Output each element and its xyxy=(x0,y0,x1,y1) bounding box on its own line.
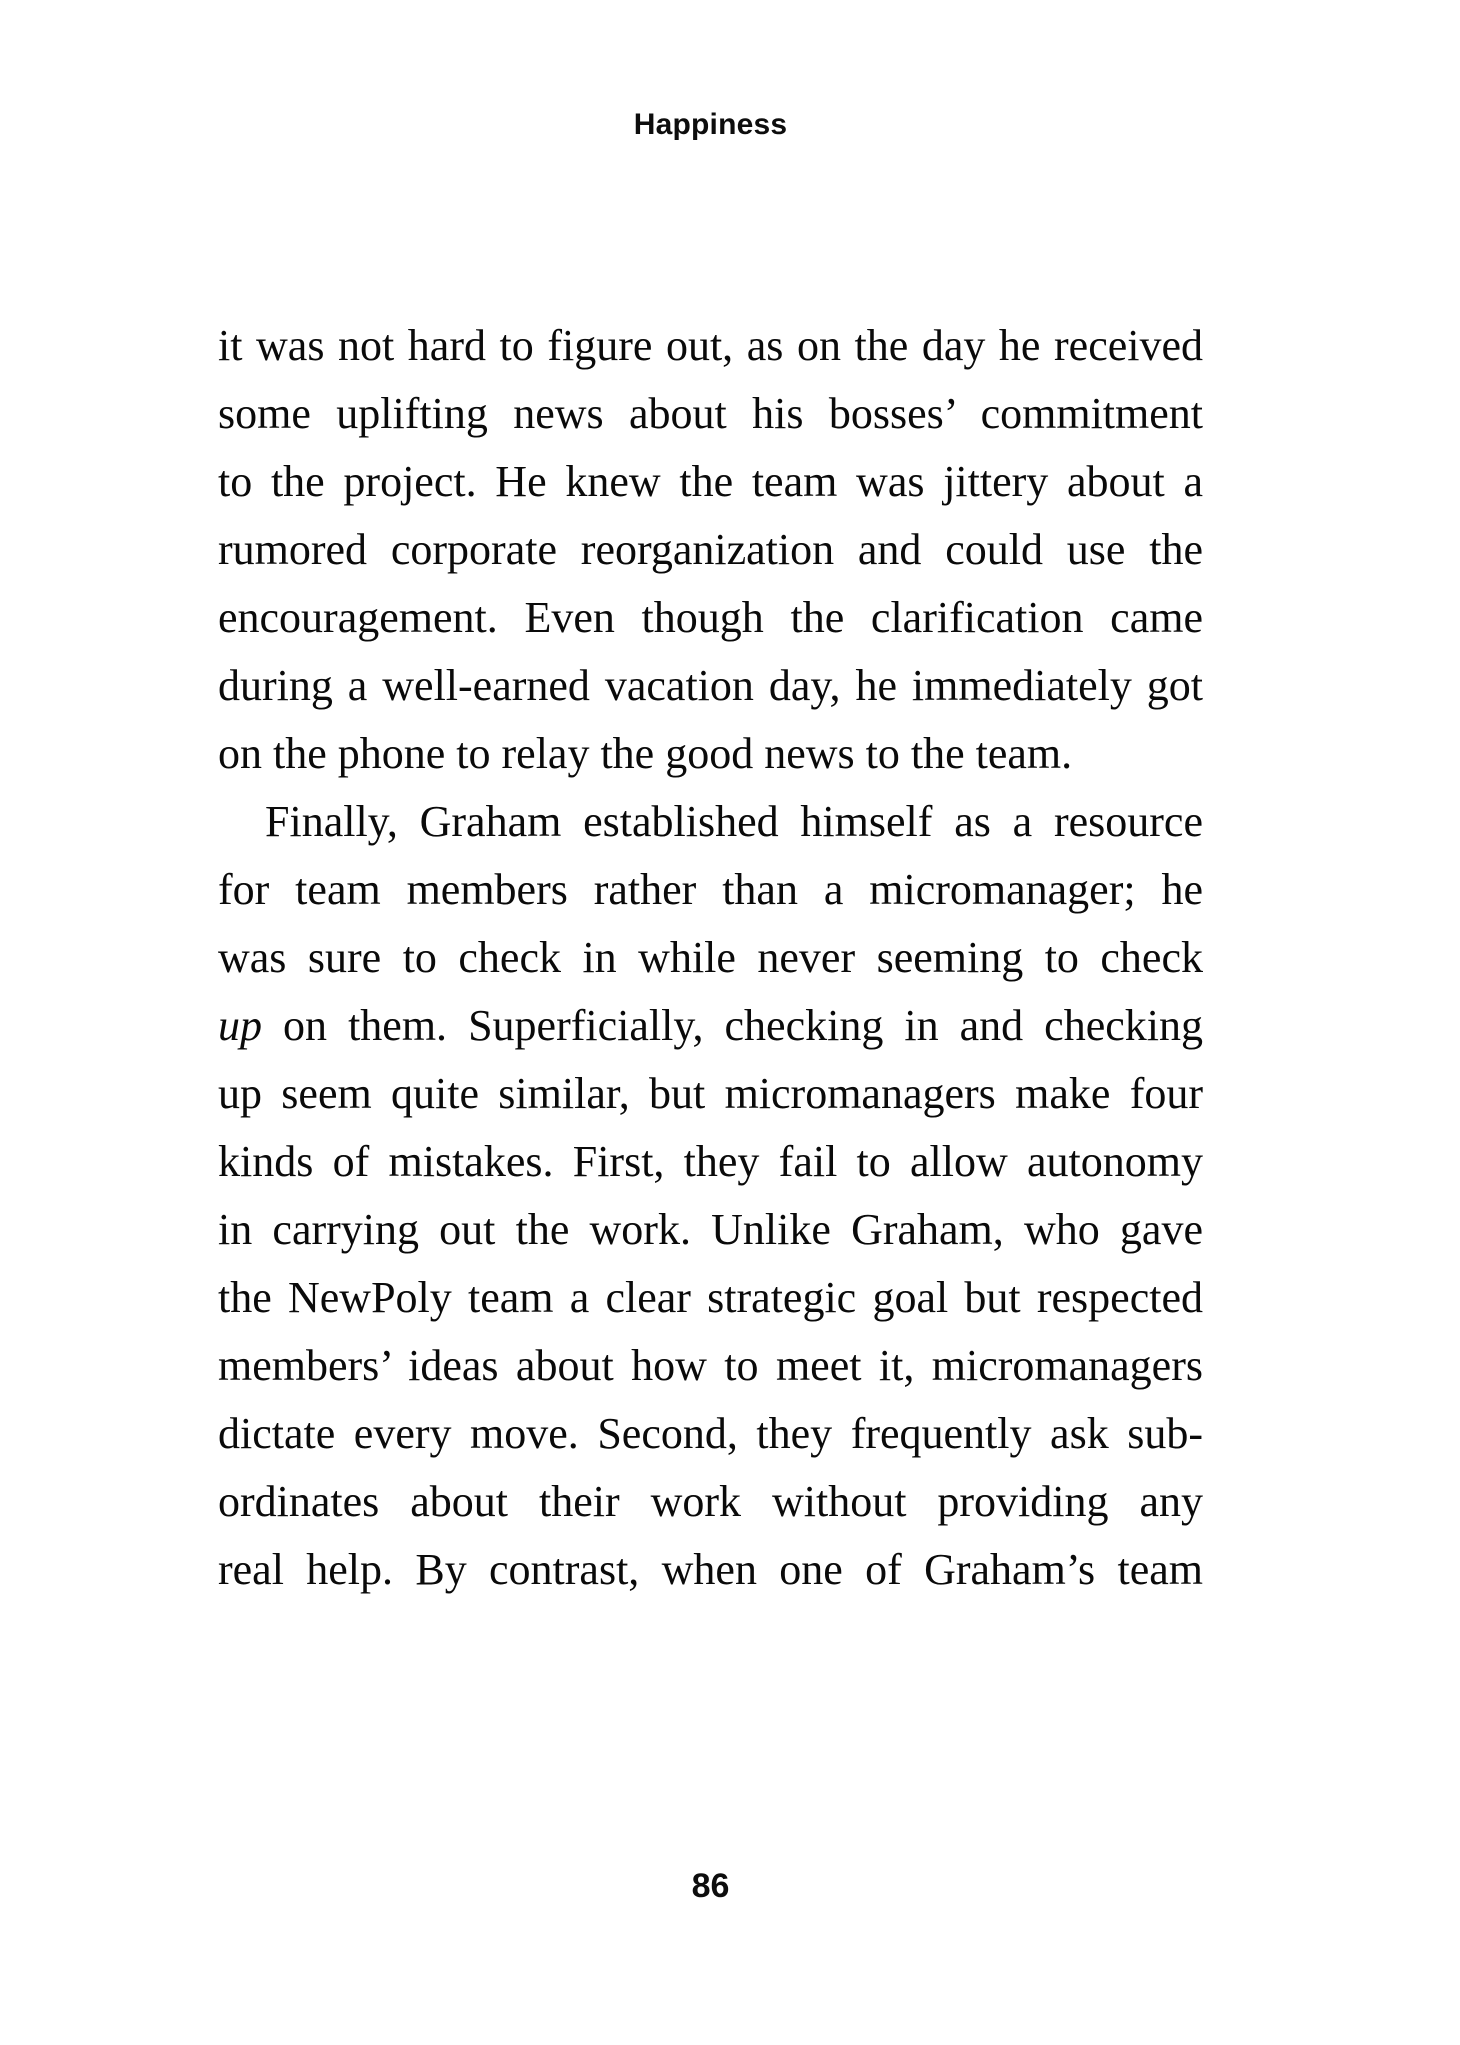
text-line: ordinates about their work without providing any xyxy=(218,1477,1203,1526)
text-line: kinds of mistakes. First, they fail to allow autonomy xyxy=(218,1137,1203,1186)
text-line: encouragement. Even though the clarification came xyxy=(218,593,1203,642)
text-line: on the phone to relay the good news to the team. xyxy=(218,729,1073,778)
text-line: in carrying out the work. Unlike Graham, who gave xyxy=(218,1205,1203,1254)
text-line: it was not hard to figure out, as on the day he received xyxy=(218,321,1203,370)
text-line: dictate every move. Second, they frequently ask sub- xyxy=(218,1409,1203,1458)
text-line: up seem quite similar, but micromanagers make four xyxy=(218,1069,1203,1118)
text-line: Finally, Graham established himself as a resource xyxy=(265,797,1203,846)
text-line: to the project. He knew the team was jittery about a xyxy=(218,457,1203,506)
text-line: members’ ideas about how to meet it, micromanagers xyxy=(218,1341,1203,1390)
text-line: real help. By contrast, when one of Graham’s team xyxy=(218,1545,1203,1594)
body-text xyxy=(218,312,1203,1604)
running-header: Happiness xyxy=(633,108,788,141)
text-line: some uplifting news about his bosses’ commitment xyxy=(218,389,1203,438)
text-line: for team members rather than a micromanager; he xyxy=(218,865,1203,914)
page-number: 86 xyxy=(691,1867,730,1905)
text-line: up on them. Superficially, checking in and checking xyxy=(218,1001,1203,1050)
text-line: was sure to check in while never seeming to check xyxy=(218,933,1203,982)
text-line: the NewPoly team a clear strategic goal but respected xyxy=(218,1273,1203,1322)
text-line: rumored corporate reorganization and could use the xyxy=(218,525,1203,574)
text-line: during a well-earned vacation day, he immediately got xyxy=(218,661,1203,710)
